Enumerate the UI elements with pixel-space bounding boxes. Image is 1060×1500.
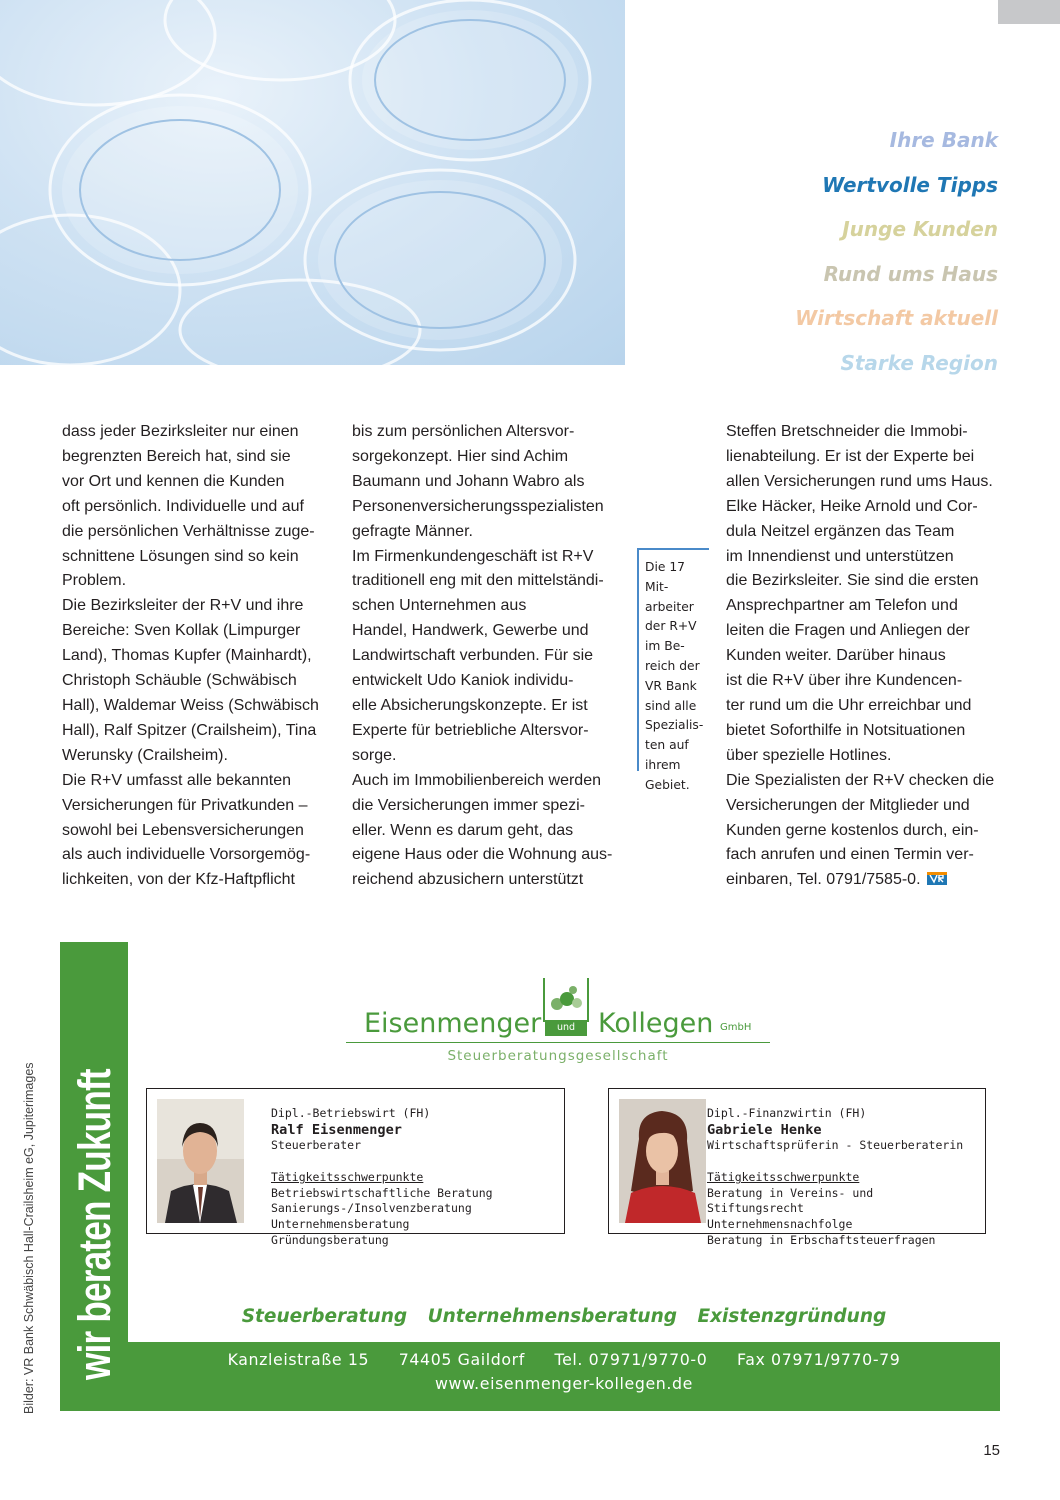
contact-address: Kanzleistraße 15 bbox=[227, 1350, 370, 1369]
article-column-2 bbox=[352, 420, 632, 893]
brand-name-left: Eisenmenger bbox=[364, 1008, 542, 1039]
service-item: Steuerberatung bbox=[241, 1306, 408, 1327]
nav-item-wertvolle-tipps[interactable]: Wertvolle Tipps bbox=[822, 172, 998, 197]
corner-tab bbox=[998, 0, 1060, 24]
coins-header-image bbox=[0, 0, 625, 365]
article-column-3 bbox=[726, 420, 1011, 893]
nav-item-wirtschaft-aktuell[interactable]: Wirtschaft aktuell bbox=[795, 306, 998, 331]
photo-credit: Bilder: VR Bank Schwäbisch Hall-Crailsheim eG, Jupiterimages bbox=[22, 1062, 36, 1414]
website-link[interactable]: www.eisenmenger-kollegen.de bbox=[435, 1374, 693, 1393]
person-title: Dipl.-Finanzwirtin (FH) bbox=[707, 1106, 867, 1120]
article-text-1: dass jeder Bezirksleiter nur einen begrenzten Bereich hat, sind sie vor Ort und kennen die Kunden oft persönlich. Individuelle und auf die persönlichen Verhältnisse zuge- schnittene Lösungen sind so kein Problem. Die Bezirksleiter der R+V und ihre Bereiche: Sven Kollak (Limpurger Land), Thomas Kupfer (Mainhardt), Christoph Schäuble (Schwäbisch Hall), Waldemar Weiss (Schwäbisch Hall), Ralf Spitzer (Crailsheim), Tina Werunsky (Crailsheim). Die R+V umfasst alle bekannten Versicherungen für Privatkunden – sowohl bei Lebensversicherungen als auch individuelle Vorsorgemög- lichkeiten, von der Kfz-Haftpflicht bbox=[62, 423, 319, 889]
portrait-photo-woman bbox=[619, 1099, 706, 1223]
person-role: Steuerberater bbox=[271, 1137, 362, 1152]
focus-item: Unternehmensberatung bbox=[271, 1216, 410, 1231]
brand-und: und bbox=[545, 1020, 587, 1036]
advertisement bbox=[60, 942, 1000, 1411]
person-name: Gabriele Henke bbox=[707, 1121, 822, 1138]
brand-name-right: Kollegen bbox=[598, 1008, 714, 1039]
focus-item: Betriebswirtschaftliche Beratung bbox=[271, 1185, 493, 1200]
focus-item: Stiftungsrecht bbox=[707, 1201, 804, 1216]
person-role: Wirtschaftsprüferin - Steuerberaterin bbox=[707, 1137, 964, 1152]
brand-logo-mark bbox=[545, 978, 587, 1022]
focus-item: Beratung in Vereins- und bbox=[707, 1185, 874, 1200]
person-card-henke bbox=[608, 1088, 986, 1247]
contact-city: 74405 Gaildorf bbox=[398, 1350, 525, 1369]
nav-item-rund-ums-haus[interactable]: Rund ums Haus bbox=[823, 261, 998, 286]
focus-item: Unternehmensnachfolge bbox=[707, 1216, 853, 1231]
article-text-3: Steffen Bretschneider die Immobi- lienabteilung. Er ist der Experte bei allen Versicherungen rund ums Haus. Elke Häcker, Heike Arnold und Cor- dula Neitzel ergänzen das Team im Innendienst und unterstützen die Bezirksleiter. Sie sind die ersten Ansprechpartner am Telefon und leiten die Fragen und Anliegen der Kunden weiter. Darüber hinaus ist die R+V über ihre Kundencen- ter rund um die Uhr erreichbar und bietet Soforthilfe in Notsituationen über spezielle Hotlines. Die Spezialisten der R+V checken die Versicherungen der Mitglieder und Kunden gerne kostenlos durch, ein- fach anrufen und einen Termin ver- einbaren, Tel. 0791/7585-0. bbox=[726, 423, 995, 889]
section-nav bbox=[795, 118, 998, 386]
service-item: Existenzgründung bbox=[697, 1306, 887, 1327]
person-card-eisenmenger bbox=[146, 1088, 565, 1247]
focus-item: Sanierungs-/Insolvenzberatung bbox=[271, 1201, 472, 1216]
person-name: Ralf Eisenmenger bbox=[271, 1121, 402, 1138]
person-info-henke bbox=[707, 1106, 963, 1248]
focus-item: Gründungsberatung bbox=[271, 1232, 389, 1247]
contact-phone: Tel. 07971/9770-0 bbox=[554, 1350, 708, 1369]
nav-item-junge-kunden[interactable]: Junge Kunden bbox=[842, 217, 998, 242]
nav-item-ihre-bank[interactable]: Ihre Bank bbox=[889, 128, 998, 152]
brand-divider bbox=[346, 1042, 770, 1043]
article-text-3-wrap bbox=[726, 420, 1011, 893]
sidebar-note: Die 17 Mit- arbeiter der R+V im Be- reich der VR Bank sind alle Spezialis- ten auf ihrem Gebiet. bbox=[637, 548, 709, 771]
brand-logo-icon bbox=[543, 978, 589, 1022]
ad-slogan: wir beraten Zukunft bbox=[69, 1069, 120, 1381]
coins-illustration bbox=[0, 0, 625, 365]
article-column-1 bbox=[62, 420, 337, 893]
page-number: 15 bbox=[983, 1442, 1000, 1459]
focus-heading: Tätigkeitsschwerpunkte bbox=[707, 1170, 860, 1185]
brand-subtitle: Steuerberatungsgesellschaft bbox=[447, 1048, 669, 1064]
focus-heading: Tätigkeitsschwerpunkte bbox=[271, 1170, 424, 1185]
focus-item: Beratung in Erbschaftsteuerfragen bbox=[707, 1232, 936, 1247]
person-info-eisenmenger bbox=[271, 1106, 493, 1248]
vr-bank-logo-icon bbox=[927, 872, 947, 885]
services-line bbox=[128, 1306, 1000, 1327]
article-text-2: bis zum persönlichen Altersvor- sorgekonzept. Hier sind Achim Baumann und Johann Wabro als Personenversicherungsspezialisten gefragte Männer. Im Firmenkundengeschäft ist R+V traditionell eng mit den mittelständi- schen Unternehmen aus Handel, Handwerk, Gewerbe und Landwirtschaft verbunden. Für sie entwickelt Udo Kaniok individu- elle Absicherungskonzepte. Er ist Experte für betriebliche Altersvor- sorge. Auch im Immobilienbereich werden die Versicherungen immer spezi- eller. Wenn es darum geht, das eigene Haus oder die Wohnung aus- reichend abzusichern unterstützt bbox=[352, 423, 613, 889]
contact-fax: Fax 07971/9770-79 bbox=[736, 1350, 901, 1369]
person-title: Dipl.-Betriebswirt (FH) bbox=[271, 1106, 431, 1120]
brand-gmbh: GmbH bbox=[720, 1022, 752, 1033]
contact-line bbox=[128, 1350, 1000, 1369]
portrait-photo-man bbox=[157, 1099, 244, 1223]
service-item: Unternehmensberatung bbox=[427, 1306, 678, 1327]
ad-content bbox=[128, 942, 1000, 1342]
nav-item-starke-region[interactable]: Starke Region bbox=[840, 350, 998, 375]
